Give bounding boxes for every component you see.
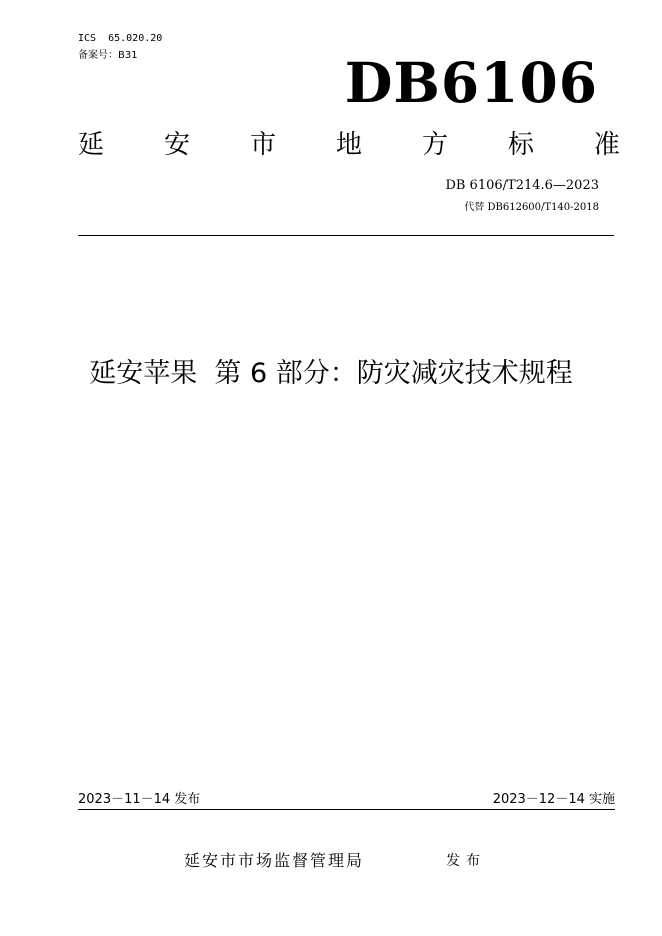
standard-type-char: 安 [163, 130, 190, 160]
ics-code: ICS 65.020.20 [78, 33, 163, 44]
issuing-authority: 延安市市场监督管理局 [184, 851, 365, 870]
record-number: 备案号：B31 [78, 50, 138, 61]
replaces-standard: 代替 DB612600/T140-2018 [464, 202, 599, 213]
standard-type-char: 市 [249, 130, 276, 160]
standard-type-char: 地 [335, 130, 362, 160]
standard-type-char: 准 [593, 130, 620, 160]
footer-divider [78, 809, 615, 810]
standard-type-char: 延 [78, 130, 105, 160]
header-divider [78, 235, 614, 236]
publish-label: 发布 [446, 853, 486, 869]
standard-type-heading [78, 128, 620, 162]
standard-code-logo: DB6106 [344, 50, 598, 115]
implementation-date: 2023－12－14 实施 [492, 792, 615, 807]
issue-date: 2023－11－14 发布 [78, 792, 201, 807]
standard-type-char: 方 [421, 130, 448, 160]
standard-number: DB 6106/T214.6—2023 [445, 178, 599, 193]
standard-type-char: 标 [507, 130, 534, 160]
document-title: 延安苹果 第 6 部分：防灾减灾技术规程 [89, 358, 573, 389]
